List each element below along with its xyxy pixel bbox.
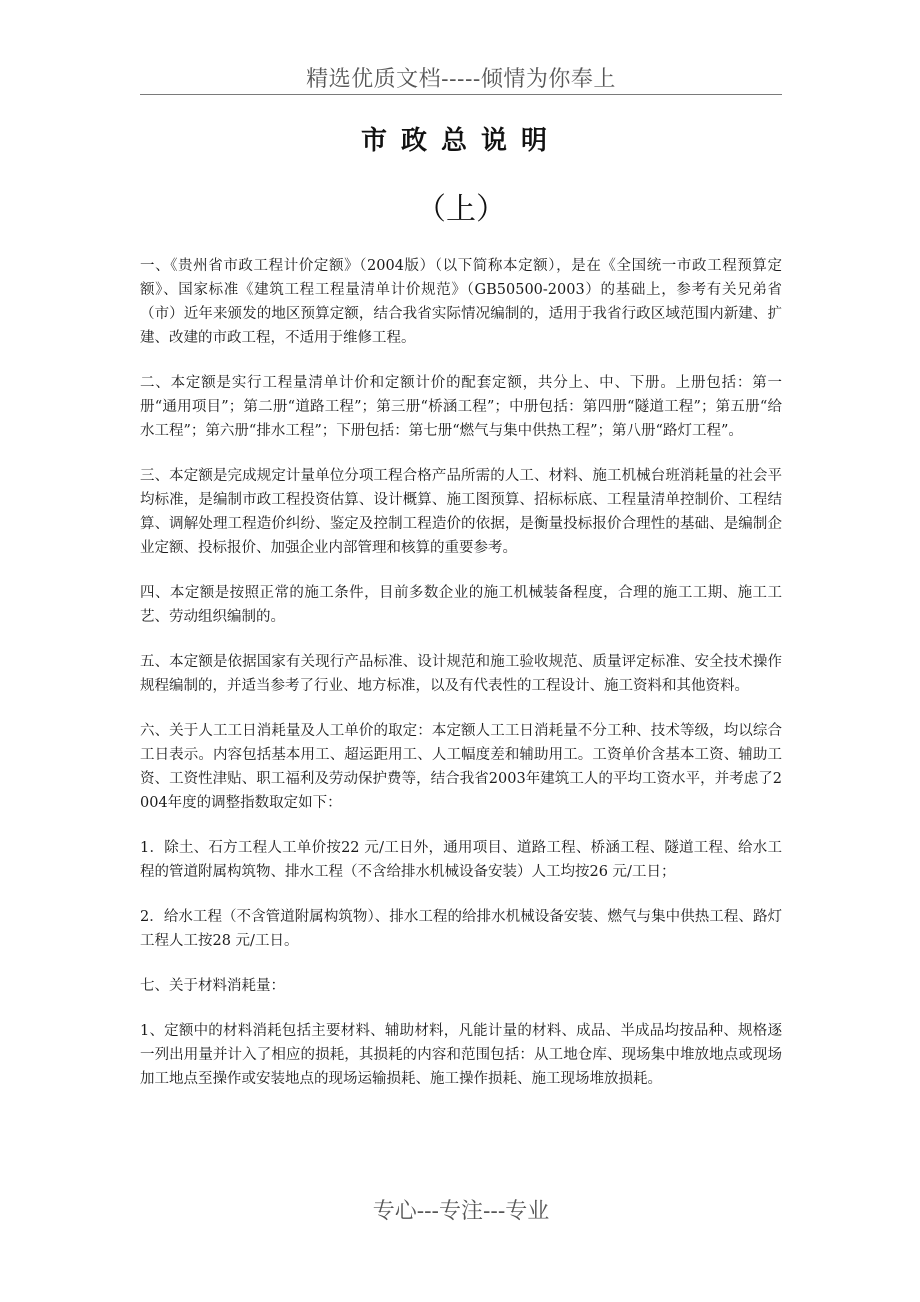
- paragraph-5: 五、本定额是依据国家有关现行产品标准、设计规范和施工验收规范、质量评定标准、安全技术操作规程编制的，并适当参考了行业、地方标准，以及有代表性的工程设计、施工资料和其他资料。: [140, 654, 782, 694]
- paragraph-9: 七、关于材料消耗量：: [140, 978, 285, 994]
- paragraph-1: 一、《贵州省市政工程计价定额》（2004版）（以下简称本定额），是在《全国统一市政工程预算定额》、国家标准《建筑工程工程量清单计价规范》（GB50500-2003）的基础上，参考有关兄弟省（市）近年来颁发的地区预算定额，结合我省实际情况编制的，适用于我省行政区域范围内新建、扩建、改建的市政工程，不适用于维修工程。: [140, 258, 782, 346]
- page-footer: 专心---专注---专业: [372, 1199, 550, 1224]
- document-subtitle: （上）: [416, 192, 506, 227]
- paragraph-8: 2．给水工程（不含管道附属构筑物）、排水工程的给排水机械设备安装、燃气与集中供热工程、路灯工程人工按28 元/工日。: [140, 909, 782, 949]
- document-title: 市政总说明: [360, 126, 561, 156]
- header-divider: [140, 94, 782, 95]
- document-body: [140, 254, 782, 1112]
- paragraph-2: 二、本定额是实行工程量清单计价和定额计价的配套定额，共分上、中、下册。上册包括：第一册“通用项目”；第二册“道路工程”；第三册“桥涵工程”；中册包括：第四册“隧道工程”；第五册“给水工程”；第六册“排水工程”；下册包括：第七册“燃气与集中供热工程”；第八册“路灯工程”。: [140, 375, 782, 439]
- paragraph-4: 四、本定额是按照正常的施工条件，目前多数企业的施工机械装备程度，合理的施工工期、施工工艺、劳动组织编制的。: [140, 585, 782, 625]
- paragraph-10: 1、定额中的材料消耗包括主要材料、辅助材料，凡能计量的材料、成品、半成品均按品种、规格逐一列出用量并计入了相应的损耗，其损耗的内容和范围包括：从工地仓库、现场集中堆放地点或现场加工地点至操作或安装地点的现场运输损耗、施工操作损耗、施工现场堆放损耗。: [140, 1023, 782, 1087]
- page-header: 精选优质文档-----倾情为你奉上: [306, 67, 616, 92]
- paragraph-6: 六、关于人工工日消耗量及人工单价的取定：本定额人工工日消耗量不分工种、技术等级，均以综合工日表示。内容包括基本用工、超运距用工、人工幅度差和辅助用工。工资单价含基本工资、辅助工资、工资性津贴、职工福利及劳动保护费等，结合我省2003年建筑工人的平均工资水平，并考虑了2004年度的调整指数取定如下：: [140, 723, 782, 811]
- paragraph-3: 三、本定额是完成规定计量单位分项工程合格产品所需的人工、材料、施工机械台班消耗量的社会平均标准，是编制市政工程投资估算、设计概算、施工图预算、招标标底、工程量清单控制价、工程结算、调解处理工程造价纠纷、鉴定及控制工程造价的依据，是衡量投标报价合理性的基础、是编制企业定额、投标报价、加强企业内部管理和核算的重要参考。: [140, 468, 782, 556]
- paragraph-7: 1．除土、石方工程人工单价按22 元/工日外，通用项目、道路工程、桥涵工程、隧道工程、给水工程的管道附属构筑物、排水工程（不含给排水机械设备安装）人工均按26 元/工日；: [140, 840, 782, 880]
